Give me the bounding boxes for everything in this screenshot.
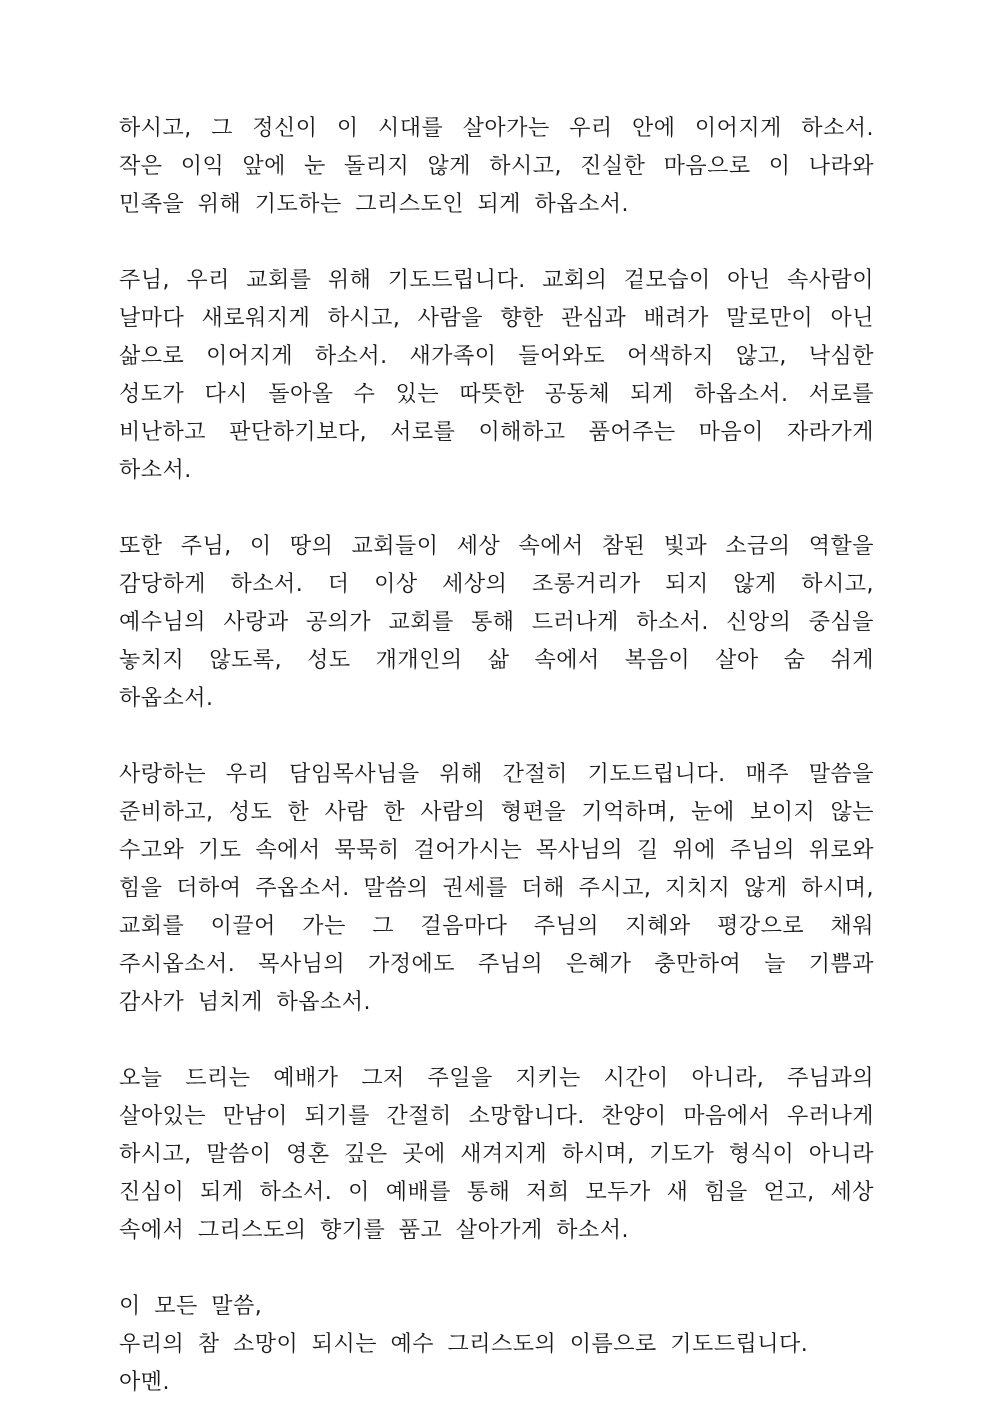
paragraph-church: 주님, 우리 교회를 위해 기도드립니다. 교회의 겉모습이 아닌 속사람이 날마다 새로워지게 하시고, 사람을 향한 관심과 배려가 말로만이 아닌 삶으로 이어지게 하소서. 새가족이 들어와도 어색하지 않고, 낙심한 성도가 다시 돌아올 수 있는 따뜻한 공동체 되게 하옵소서. 서로를 비난하고 판단하기보다, 서로를 이해하고 품어주는 마음이 자라가게 하소서. [119, 268, 874, 483]
closing-line-1: 이 모든 말씀, [119, 1294, 263, 1319]
closing-block [119, 1288, 874, 1402]
paragraph-worship: 오늘 드리는 예배가 그저 주일을 지키는 시간이 아니라, 주님과의 살아있는 만남이 되기를 간절히 소망합니다. 찬양이 마음에서 우러나게 하시고, 말씀이 영혼 깊은 곳에 새겨지게 하시며, 기도가 형식이 아니라 진심이 되게 하소서. 이 예배를 통해 저희 모두가 새 힘을 얻고, 세상 속에서 그리스도의 향기를 품고 살아가게 하소서. [119, 1066, 874, 1243]
prayer-text-body [119, 110, 874, 1402]
paragraph-nation: 하시고, 그 정신이 이 시대를 살아가는 우리 안에 이어지게 하소서. 작은 이익 앞에 눈 돌리지 않게 하시고, 진실한 마음으로 이 나라와 민족을 위해 기도하는 그리스도인 되게 하옵소서. [119, 116, 874, 217]
closing-line-amen: 아멘. [119, 1370, 170, 1395]
paragraph-churches-of-land: 또한 주님, 이 땅의 교회들이 세상 속에서 참된 빛과 소금의 역할을 감당하게 하소서. 더 이상 세상의 조롱거리가 되지 않게 하시고, 예수님의 사랑과 공의가 교회를 통해 드러나게 하소서. 신앙의 중심을 놓치지 않도록, 성도 개개인의 삶 속에서 복음이 살아 숨 쉬게 하옵소서. [119, 534, 874, 711]
paragraph-pastor: 사랑하는 우리 담임목사님을 위해 간절히 기도드립니다. 매주 말씀을 준비하고, 성도 한 사람 한 사람의 형편을 기억하며, 눈에 보이지 않는 수고와 기도 속에서 묵묵히 걸어가시는 목사님의 길 위에 주님의 위로와 힘을 더하여 주옵소서. 말씀의 권세를 더해 주시고, 지치지 않게 하시며, 교회를 이끌어 가는 그 걸음마다 주님의 지혜와 평강으로 채워 주시옵소서. 목사님의 가정에도 주님의 은혜가 충만하여 늘 기쁨과 감사가 넘치게 하옵소서. [119, 762, 874, 1015]
closing-line-2: 우리의 참 소망이 되시는 예수 그리스도의 이름으로 기도드립니다. [119, 1332, 809, 1357]
